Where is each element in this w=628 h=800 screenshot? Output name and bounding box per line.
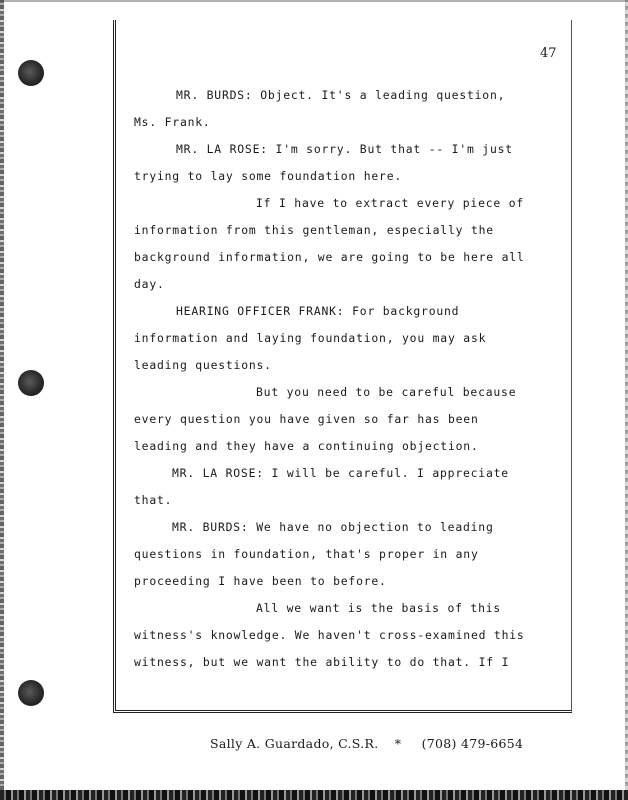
transcript-line: HEARING OFFICER FRANK: For background: [176, 304, 460, 318]
scan-edge-bottom: [0, 790, 628, 800]
transcript-line: proceeding I have been to before.: [134, 574, 387, 588]
transcript-line: All we want is the basis of this: [256, 601, 502, 615]
transcript-line: MR. BURDS: We have no objection to leading: [172, 520, 494, 534]
transcript-line: witness, but we want the ability to do that. If I: [134, 655, 510, 669]
transcript-line: that.: [134, 493, 173, 507]
transcript-line: MR. LA ROSE: I will be careful. I appreciate: [172, 466, 509, 480]
transcript-line: MR. BURDS: Object. It's a leading question,: [176, 88, 506, 102]
scan-edge-left: [0, 0, 4, 800]
footer-separator: *: [394, 736, 402, 751]
transcript-line: MR. LA ROSE: I'm sorry. But that -- I'm just: [176, 142, 513, 156]
transcript-line: If I have to extract every piece of: [256, 196, 525, 210]
page-number: 47: [540, 46, 557, 61]
transcript-line: trying to lay some foundation here.: [134, 169, 403, 183]
scan-edge-top: [0, 0, 628, 2]
reporter-footer: [210, 736, 523, 751]
transcript-line: Ms. Frank.: [134, 115, 211, 129]
transcript-line: witness's knowledge. We haven't cross-examined this: [134, 628, 525, 642]
transcript-line: leading and they have a continuing objection.: [134, 439, 479, 453]
transcript-line: leading questions.: [134, 358, 272, 372]
punch-hole-middle: [18, 370, 44, 396]
reporter-name: Sally A. Guardado, C.S.R.: [210, 736, 379, 751]
transcript-line: day.: [134, 277, 165, 291]
transcript-line: every question you have given so far has been: [134, 412, 479, 426]
transcript-line: But you need to be careful because: [256, 385, 517, 399]
transcript-line: information and laying foundation, you may ask: [134, 331, 487, 345]
transcript-body: [134, 86, 564, 680]
reporter-phone: (708) 479-6654: [421, 736, 524, 751]
transcript-line: questions in foundation, that's proper in any: [134, 547, 479, 561]
transcript-line: information from this gentleman, especially the: [134, 223, 494, 237]
punch-hole-bottom: [18, 680, 44, 706]
punch-hole-top: [18, 60, 44, 86]
transcript-line: background information, we are going to be here all: [134, 250, 525, 264]
